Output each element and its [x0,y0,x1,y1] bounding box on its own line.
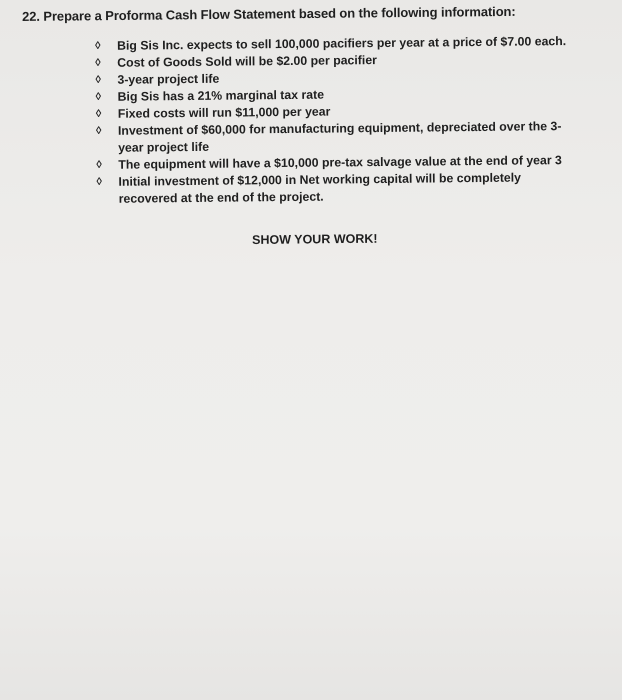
list-item-text: Big Sis has a 21% marginal tax rate [117,87,325,104]
list-item-text: 3-year project life [117,71,220,87]
information-list [95,33,577,208]
list-item-text: Big Sis Inc. expects to sell 100,000 pacifiers per year at a price of $7.00 each. [117,34,567,53]
list-item [96,169,576,208]
diamond-bullet-icon: ◊ [95,39,101,52]
list-item [96,118,576,157]
show-work-instruction: SHOW YOUR WORK! [252,231,378,247]
diamond-bullet-icon: ◊ [95,107,102,120]
list-item-text: The equipment will have a $10,000 pre-tax salvage value at the end of year 3 [118,153,562,172]
diamond-bullet-icon: ◊ [95,90,102,103]
diamond-bullet-icon: ◊ [95,56,101,69]
list-item-text: Investment of $60,000 for manufacturing equipment, depreciated over the 3-year project life [117,119,562,155]
list-item-text: Initial investment of $12,000 in Net working capital will be completely recovered at the end of the project. [118,170,522,206]
diamond-bullet-icon: ◊ [95,73,101,86]
diamond-bullet-icon: ◊ [96,175,103,188]
diamond-bullet-icon: ◊ [96,158,102,171]
question-title: 22. Prepare a Proforma Cash Flow Statement based on the following information: [22,3,516,24]
diamond-bullet-icon: ◊ [95,124,102,137]
list-item-text: Cost of Goods Sold will be $2.00 per pacifier [117,53,377,70]
list-item-text: Fixed costs will run $11,000 per year [117,104,331,121]
